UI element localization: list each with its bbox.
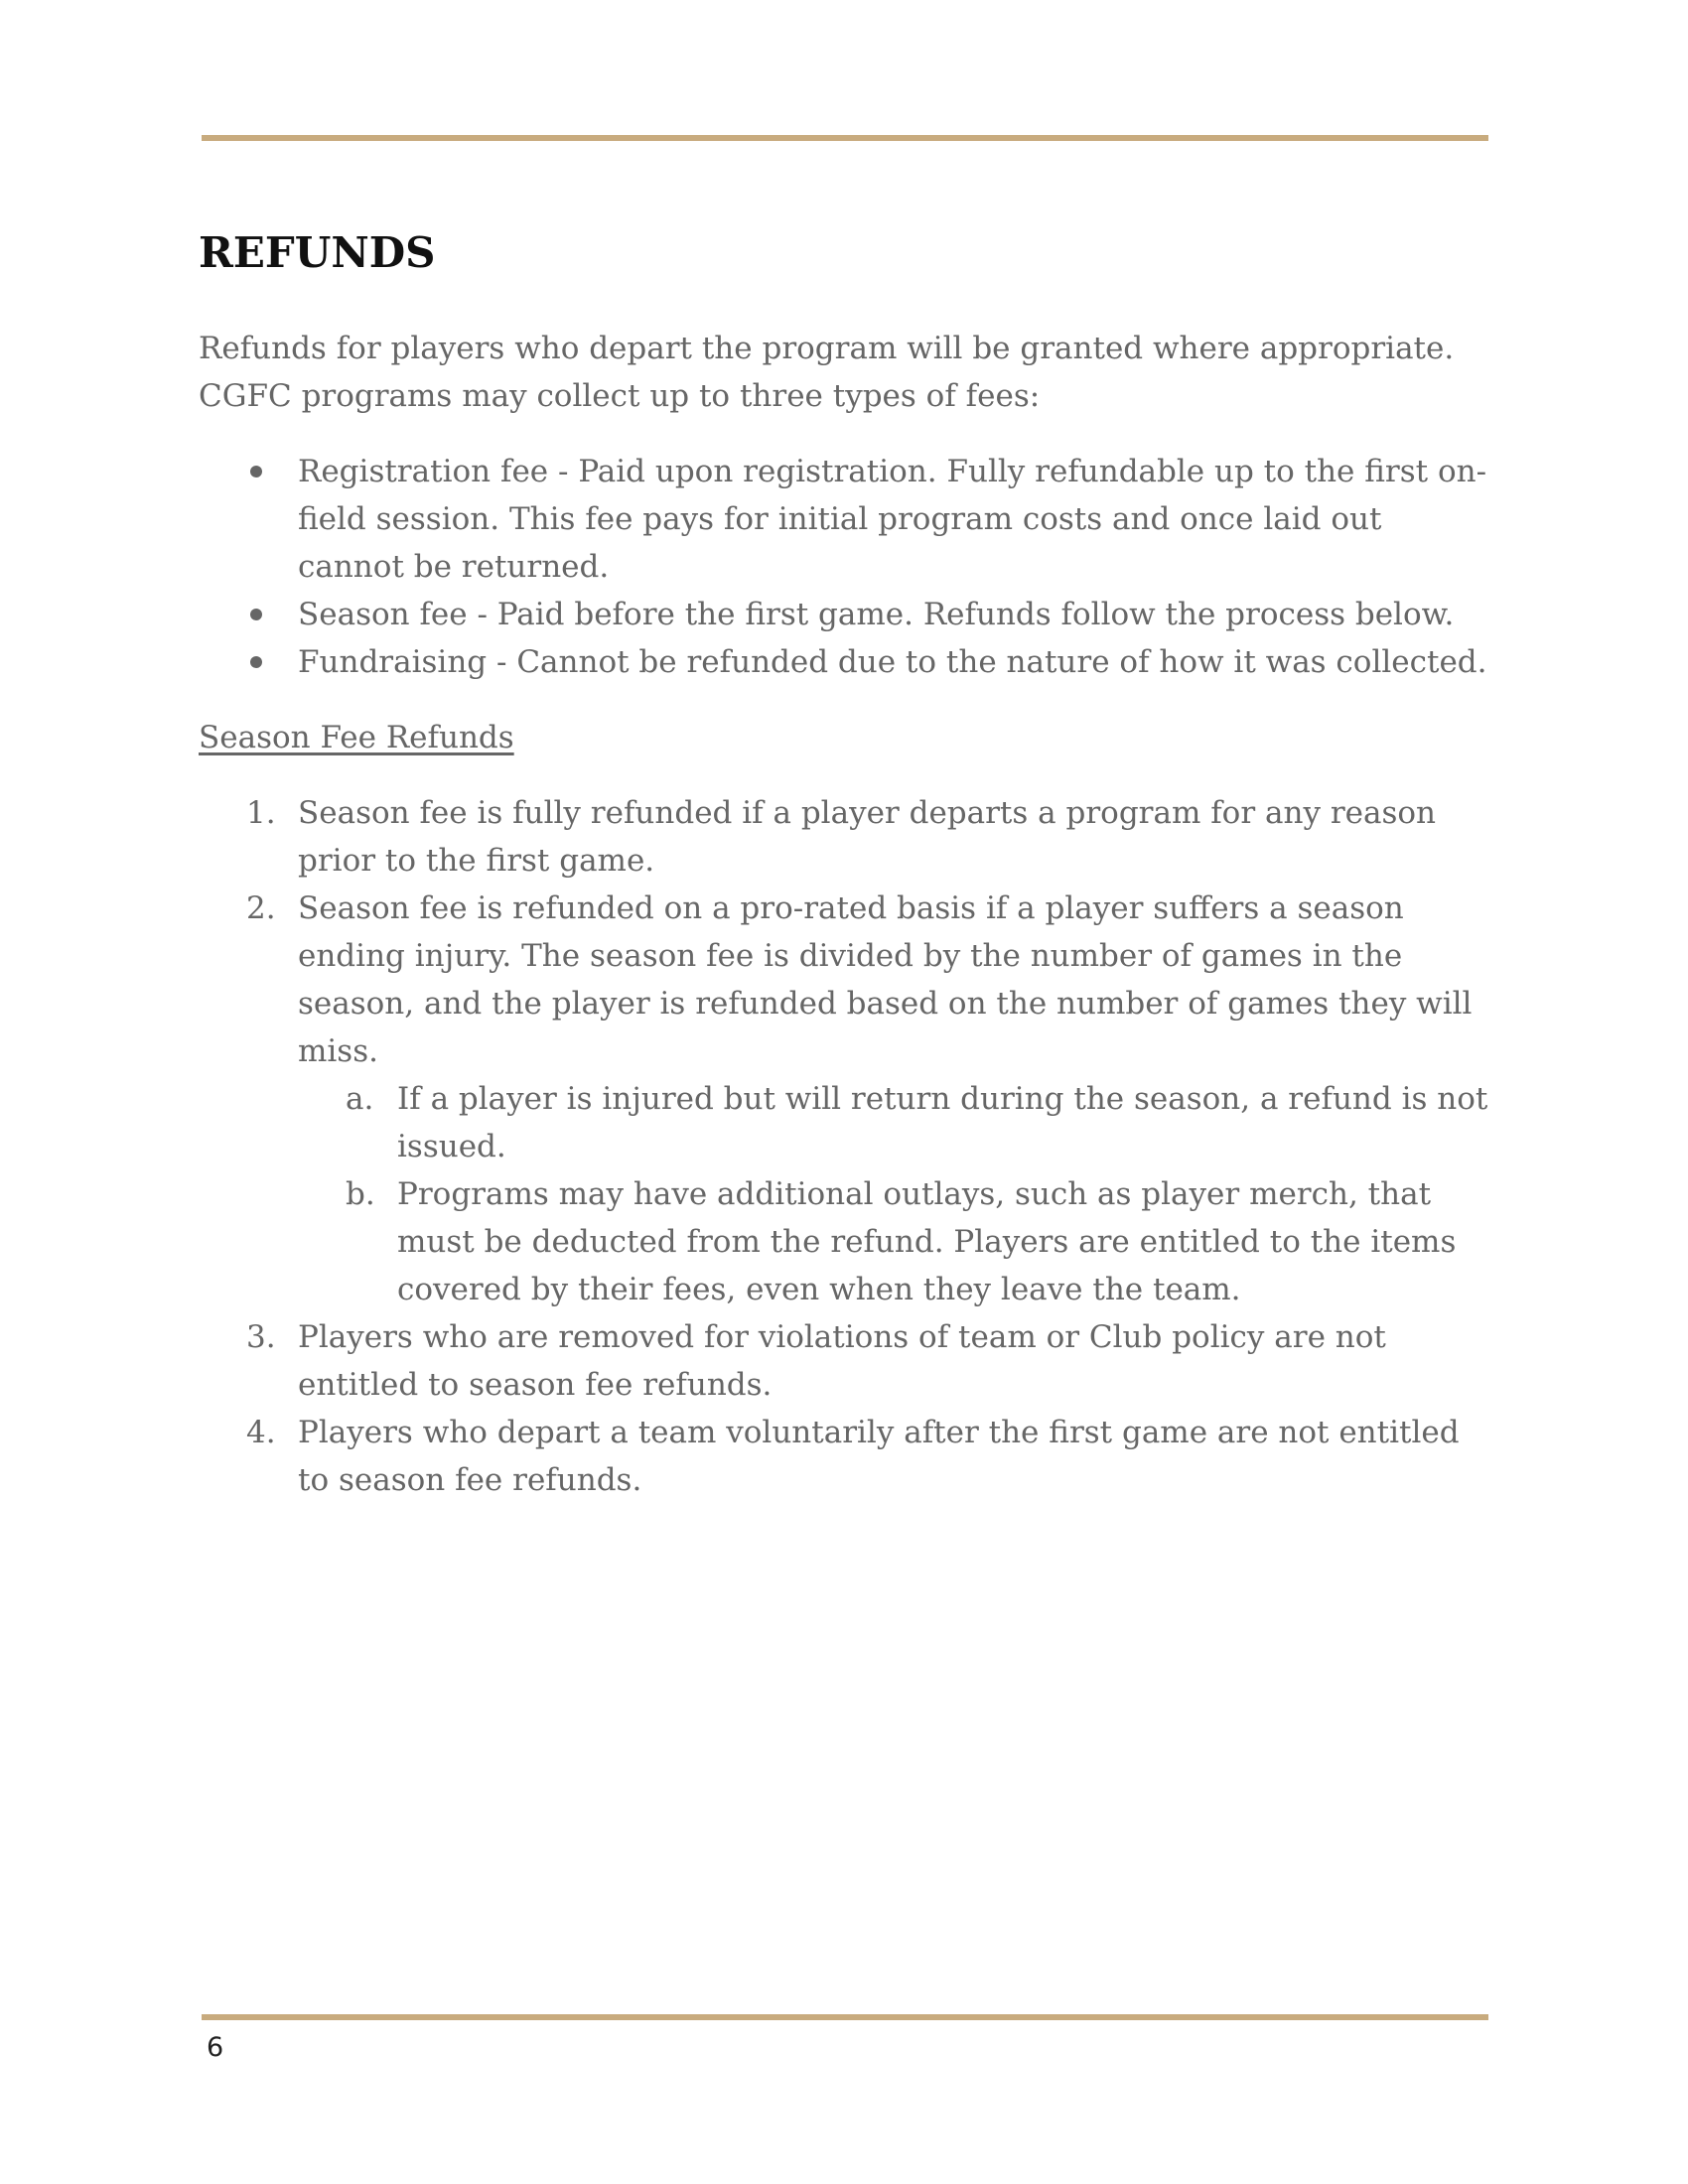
list-marker: 4. bbox=[246, 1415, 276, 1450]
list-item-registration-fee bbox=[199, 448, 1489, 591]
rule-text: Season fee is fully refunded if a player departs a program for any reason prior to the first game. bbox=[298, 795, 1437, 879]
injury-sub-rules-list bbox=[298, 1075, 1489, 1313]
rule-text: Season fee is refunded on a pro-rated basis if a player suffers a season ending injury. The season fee is divided by the number of games in the season, and the player is refunded based on the number of games they will miss. bbox=[298, 890, 1473, 1069]
footer-divider bbox=[202, 2014, 1488, 2020]
list-item-text: Registration fee - Paid upon registration. Fully refundable up to the first on-field session. This fee pays for initial program costs and once laid out cannot be returned. bbox=[298, 454, 1487, 585]
rule-text: Players who depart a team voluntarily after the first game are not entitled to season fee refunds. bbox=[298, 1415, 1460, 1498]
list-marker: b. bbox=[346, 1176, 375, 1212]
bullet-icon bbox=[250, 609, 262, 620]
list-item-fundraising bbox=[199, 638, 1489, 686]
rule-text: Players who are removed for violations of team or Club policy are not entitled to season fee refunds. bbox=[298, 1319, 1386, 1403]
list-marker: a. bbox=[346, 1081, 374, 1117]
season-refund-rules-list bbox=[199, 789, 1489, 1504]
list-marker: 3. bbox=[246, 1319, 276, 1355]
intro-paragraph: Refunds for players who depart the program will be granted where appropriate. CGFC programs may collect up to three types of fees: bbox=[199, 331, 1455, 414]
page-title: REFUNDS bbox=[199, 228, 436, 277]
list-marker: 1. bbox=[246, 795, 276, 831]
fee-types-list bbox=[199, 448, 1489, 686]
rule-item bbox=[199, 885, 1489, 1313]
sub-rule-item bbox=[298, 1075, 1489, 1170]
rule-item bbox=[199, 1409, 1489, 1504]
list-item-text: Fundraising - Cannot be refunded due to the nature of how it was collected. bbox=[298, 644, 1487, 680]
sub-rule-text: Programs may have additional outlays, such as player merch, that must be deducted from the refund. Players are entitled to the items covered by their fees, even when they leave the team. bbox=[397, 1176, 1457, 1307]
list-item-season-fee bbox=[199, 591, 1489, 638]
bullet-icon bbox=[250, 656, 262, 668]
rule-item bbox=[199, 1313, 1489, 1409]
bullet-icon bbox=[250, 466, 262, 478]
list-marker: 2. bbox=[246, 890, 276, 926]
page-content bbox=[199, 223, 1489, 1504]
sub-rule-item bbox=[298, 1170, 1489, 1313]
list-item-text: Season fee - Paid before the first game. Refunds follow the process below. bbox=[298, 597, 1455, 632]
rule-item bbox=[199, 789, 1489, 885]
season-fee-refunds-heading: Season Fee Refunds bbox=[199, 720, 514, 755]
page-number: 6 bbox=[207, 2032, 224, 2063]
sub-rule-text: If a player is injured but will return during the season, a refund is not issued. bbox=[397, 1081, 1488, 1164]
header-divider bbox=[202, 135, 1488, 141]
